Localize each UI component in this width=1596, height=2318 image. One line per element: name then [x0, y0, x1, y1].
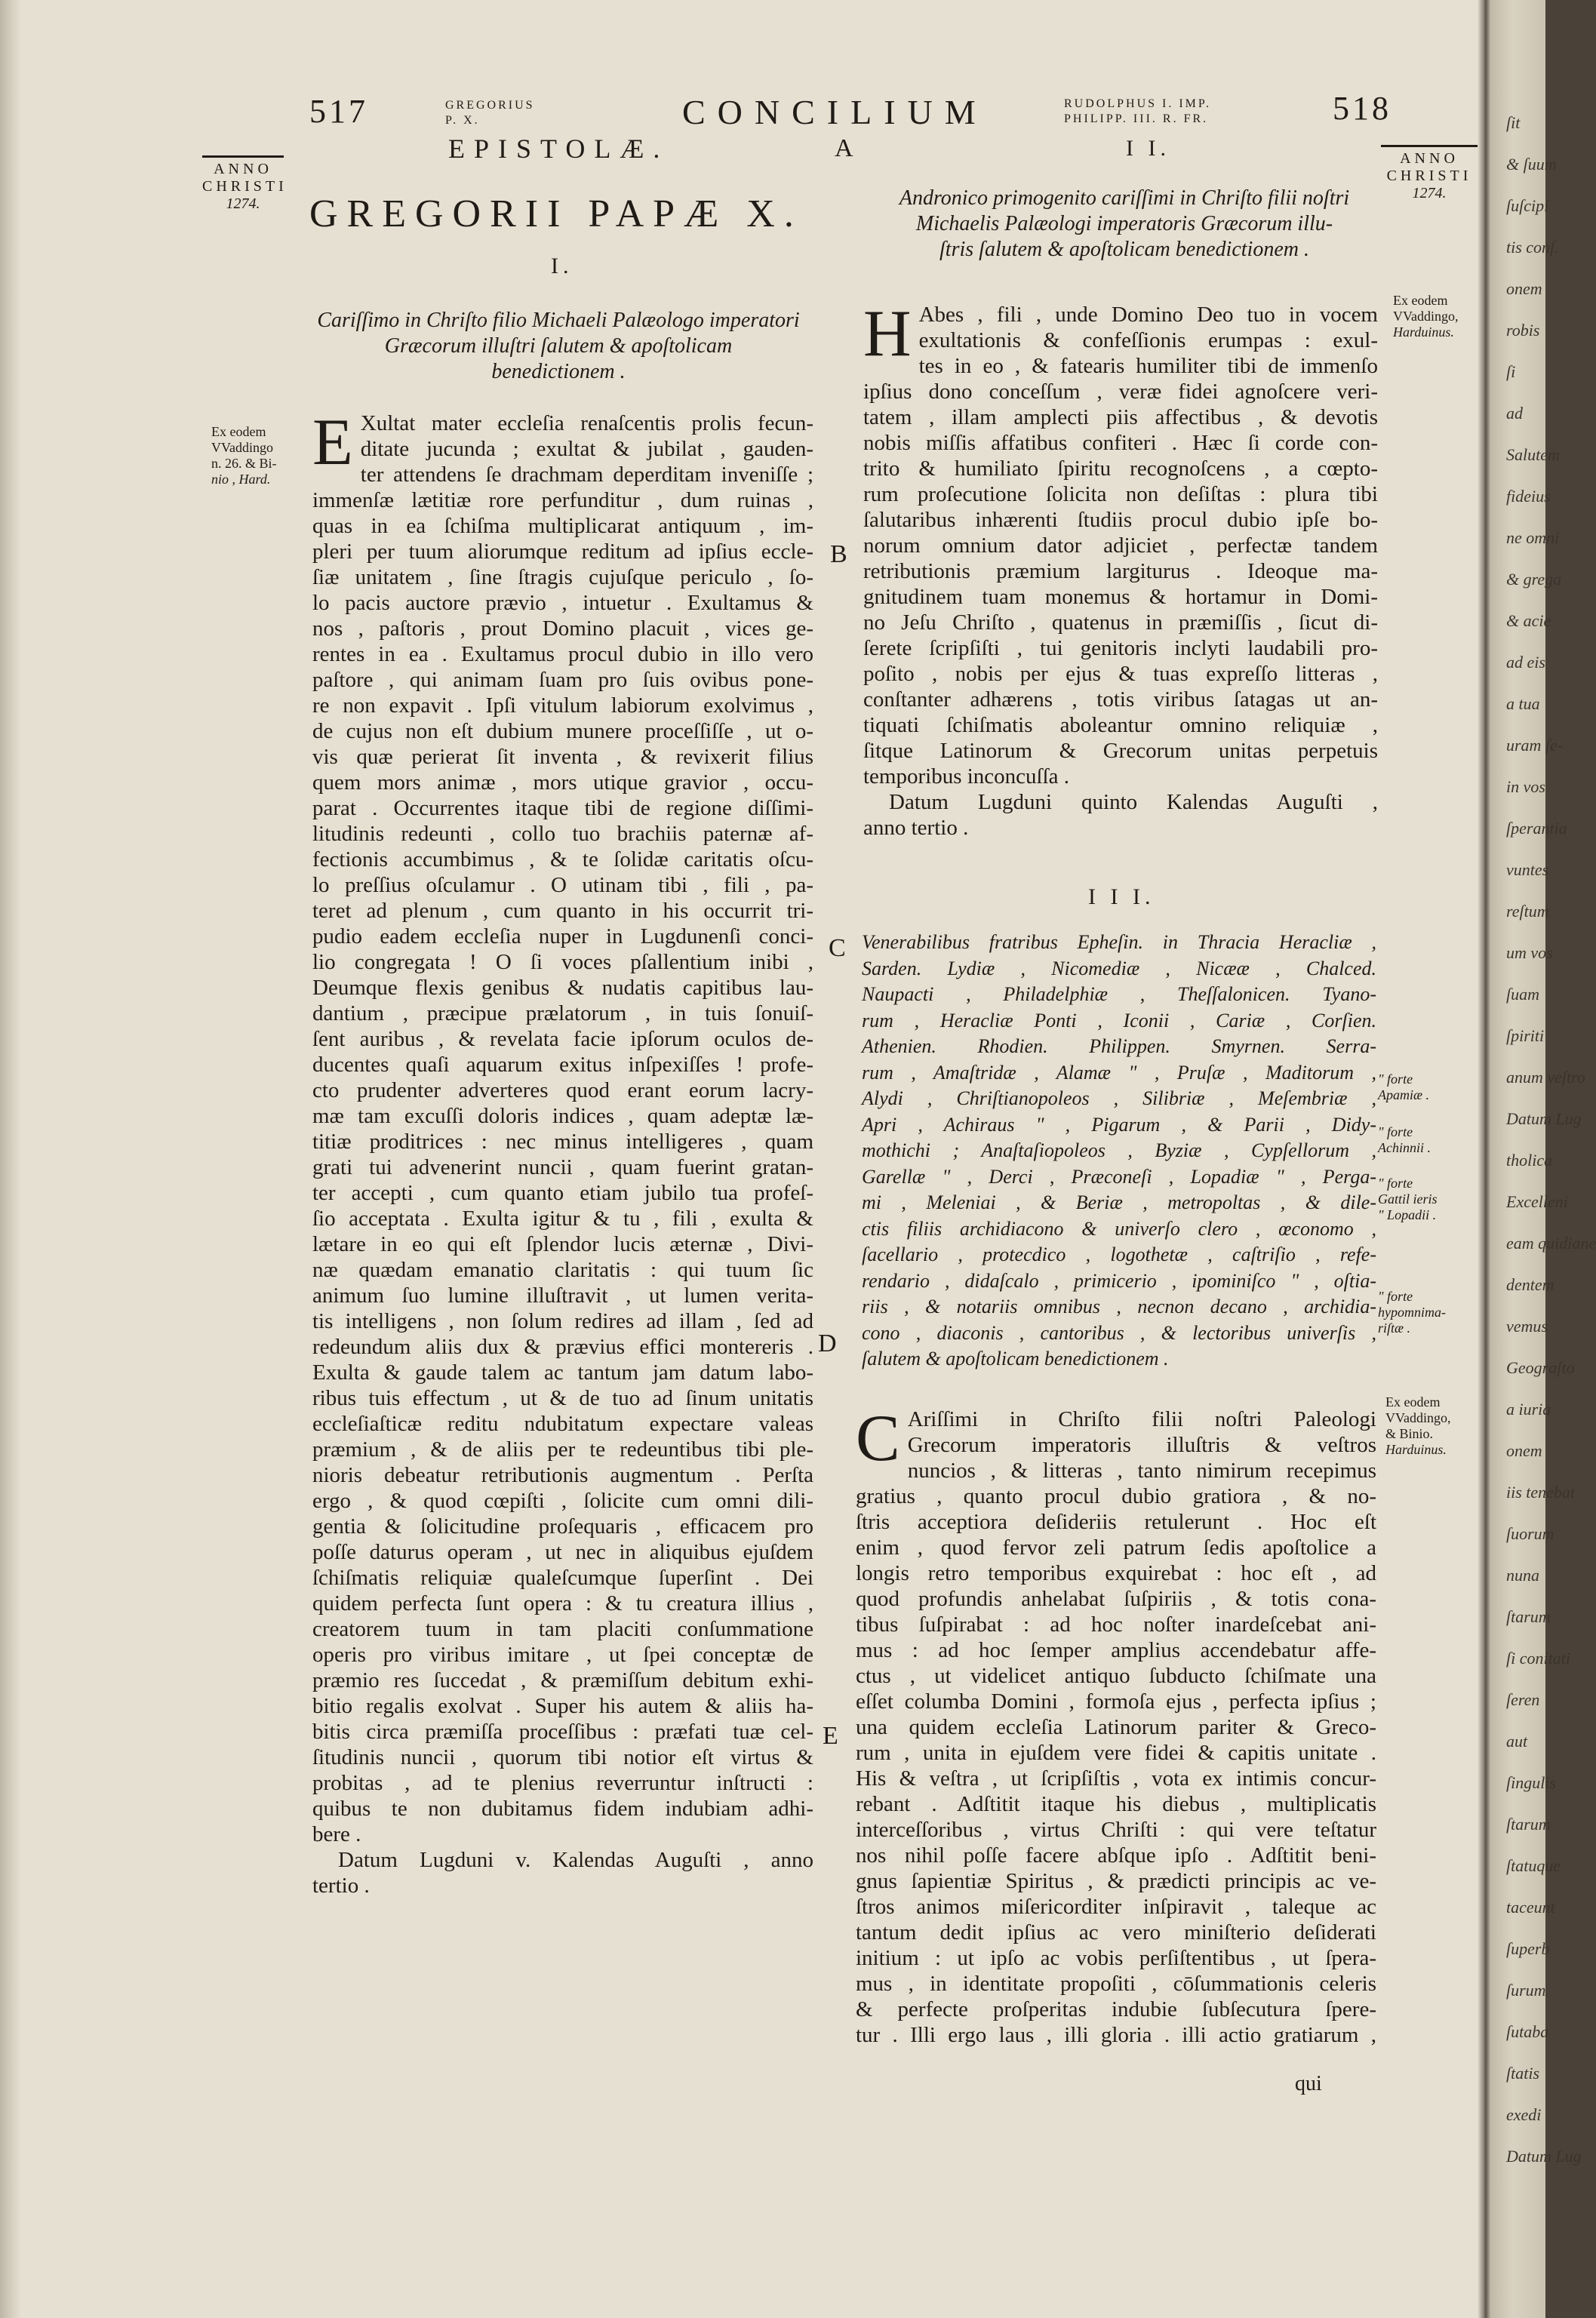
forte-line: " forte: [1378, 1289, 1413, 1304]
text-line: dantium , præcipue prælatorum , in tuis ſonuiſ-: [312, 1001, 813, 1025]
text-line: ſacellario , protecdico , logothetæ , caſtriſio , refe-: [862, 1244, 1376, 1265]
next-page-fragment: ſtarum: [1506, 1607, 1551, 1626]
anno-rule: [1381, 145, 1478, 147]
text-line: vis quæ perierat ſit inventa , & revixerit filius: [312, 745, 813, 769]
running-title: CONCILIUM: [682, 93, 988, 131]
text-line: rebant . Adſtitit itaque his diebus , multiplicatis: [856, 1792, 1376, 1816]
column-letter: D: [818, 1330, 837, 1357]
text-line: temporibus inconcuſſa .: [863, 764, 1070, 789]
text-line: lætare in eo qui eſt ſplendor lucis æternæ , Divi-: [312, 1232, 813, 1256]
letter-lines: [863, 297, 1378, 789]
address-line: benedictionem .: [491, 360, 626, 383]
text-line: trito & humiliato ſpiritu recognoſcens , a cœpto-: [863, 457, 1378, 481]
letter-body: [863, 297, 1378, 841]
text-line: operis pro viribus imitare , ut ſpei conceptæ de: [312, 1643, 813, 1667]
anno-label: ANNO: [1400, 150, 1459, 167]
text-line: quidem perfecta ſunt opera : & tu creatura illius ,: [312, 1591, 813, 1616]
text-line: ter accepti , cum quanto etiam jubilo tua profeſ-: [312, 1181, 813, 1205]
text-line: riis , & notariis omnibus , necnon decano , archidia-: [862, 1296, 1376, 1317]
next-page-fragment: ſi conitati: [1506, 1649, 1570, 1668]
datum-line: tertio .: [312, 1874, 370, 1898]
text-line: nos nihil poſſe facere abſque ipſo . Adſtitit beni-: [856, 1843, 1376, 1868]
address-line: Andronico primogenito cariſſimi in Chriſto filii noſtri: [899, 186, 1350, 210]
text-line: gentia & ſolicitudine proſequaris , efficacem pro: [312, 1514, 813, 1539]
next-page-fragment: Datum Lug: [1506, 1109, 1582, 1128]
text-line: quas in ea ſchiſma multiplicarat antiquum , im-: [312, 514, 813, 538]
text-line: paſtore , qui animam ſuam pro ſuis ovibus pone-: [312, 668, 813, 692]
margin-note-line: nio , Hard.: [211, 472, 271, 487]
text-line: bitio regalis exolvat . Super his autem & aliis ha-: [312, 1694, 813, 1718]
text-line: Sarden. Lydiæ , Nicomediæ , Nicææ , Chalced.: [862, 957, 1376, 979]
text-line: retributionis præmium largiturus . Ideoque ma-: [863, 559, 1378, 583]
next-page-fragment: ſeren: [1506, 1690, 1540, 1709]
next-page-fragment: Salutem: [1506, 445, 1560, 464]
next-page-fragment: robis: [1506, 321, 1540, 340]
text-line: Ariſſimi in Chriſto filii noſtri Paleologi: [907, 1407, 1376, 1431]
next-page-fragment: anum veſtro: [1506, 1068, 1585, 1087]
text-line: quod profundis anhelabat ſuſpiriis , & totis cona-: [856, 1587, 1376, 1611]
text-line: rum , Amaſtridæ , Alamæ " , Pruſæ , Maditorum ,: [862, 1061, 1376, 1084]
drop-cap: C: [856, 1402, 900, 1475]
text-line: poſito , nobis per ejus & tuas expreſſo litteras ,: [863, 662, 1378, 686]
margin-note-line: VVaddingo: [211, 440, 273, 455]
text-line: rentes in ea . Exultamus procul dubio in illo vero: [312, 642, 813, 666]
forte-note: [1378, 1289, 1446, 1336]
text-line: rum , unita in ejuſdem vere fidei & capitis unitate .: [856, 1741, 1376, 1765]
text-line: redeundum aliis dux & prævius effici montereris .: [312, 1335, 813, 1359]
next-page-fragment: eam quidiane: [1506, 1234, 1596, 1253]
text-line: poſſe daturus operam , ut nec in aliquibus ejuſdem: [312, 1540, 813, 1564]
header-right-line: RUDOLPHUS I. IMP.: [1064, 97, 1212, 110]
text-line: ſchiſmatis reliquiæ qualeſcumque ſuperſint . Dei: [312, 1566, 813, 1590]
letter-body: [856, 1402, 1376, 2048]
next-page-fragment: ſuperb: [1506, 1939, 1550, 1958]
text-line: Naupacti , Philadelphiæ , Theſſalonicen. Tyano-: [862, 983, 1376, 1005]
text-line: re non expavit . Ipſi vitulum labiorum exolvimus ,: [312, 693, 813, 718]
text-line: ducentes quaſi aquarum exitus inſpexiſſes ! profe-: [312, 1053, 813, 1077]
next-page-fragment: ſperantia: [1506, 819, 1567, 838]
text-line: ctis filiis archidiacono & univerſo clero , œconomo ,: [862, 1217, 1376, 1240]
next-page-fragment: ſingulis: [1506, 1773, 1557, 1792]
next-page-sliver: [1491, 0, 1596, 2318]
text-line: una quidem eccleſia Latinorum pariter & Greco-: [856, 1715, 1376, 1739]
text-line: animum ſuo lumine illuſtravit , ut lumen verita-: [312, 1284, 813, 1308]
text-line: cono , diaconis , cantoribus , & lectoribus univerſis ,: [862, 1321, 1376, 1344]
text-line: ribus tuis effectum , ut & de tuo ad ſinum unitatis: [312, 1386, 813, 1410]
text-line: ergo , & quod cœpiſti , ſolicite cum omni dili-: [312, 1489, 813, 1513]
datum-block: [863, 789, 1378, 815]
margin-note-line: Harduinus.: [1385, 1442, 1447, 1457]
text-line: nobis miſſis affatibus confiteri . Hæc ſi corde con-: [863, 431, 1378, 455]
margin-note: [1385, 1394, 1451, 1458]
address-line: Græcorum illuſtri ſalutem & apoſtolicam: [384, 334, 733, 358]
header-right-small: [1064, 97, 1211, 127]
text-line: cto prudenter adverteres quod erant eorum lacry-: [312, 1078, 813, 1102]
datum-line: Datum Lugduni v. Kalendas Auguſti , anno: [338, 1848, 813, 1872]
text-line: tes in eo , & fatearis humiliter tibi de immenſo: [918, 354, 1378, 378]
header-left-line: GREGORIUS: [445, 99, 535, 112]
text-line: teret ad plenum , cum quanto in his occurrit tri-: [312, 899, 813, 923]
text-line: quibus te non dubitamus fidem indubiam adhi-: [312, 1797, 813, 1821]
text-line: no Jeſu Chriſto , quatenus in præmiſſis , ſicut di-: [863, 610, 1378, 635]
next-page-fragment: fideius: [1506, 487, 1551, 506]
letter-lines: [856, 1402, 1376, 2048]
forte-line: Gattil ieris: [1378, 1191, 1438, 1207]
text-line: Venerabilibus fratribus Epheſin. in Thracia Heracliæ ,: [862, 931, 1376, 953]
text-line: litudinis redeunti , collo tuo brachiis paternæ af-: [312, 822, 813, 846]
margin-note-line: Ex eodem: [1385, 1394, 1441, 1410]
text-line: gratius , quanto procul dubio gratiora , & no-: [856, 1484, 1376, 1508]
datum-line: Datum Lugduni quinto Kalendas Auguſti ,: [889, 790, 1378, 814]
text-line: ctus , ut videlicet antiquo ſubducto ſchiſmate una: [856, 1664, 1376, 1688]
next-page-fragment: vuntes: [1506, 860, 1549, 879]
text-line: Xultat mater eccleſia renaſcentis prolis fecun-: [360, 411, 813, 435]
next-page-fragment: taceunt: [1506, 1898, 1555, 1917]
text-line: grati tui advenerint nuncii , quam fuerint gratan-: [312, 1155, 813, 1179]
next-page-fragment: uram ſe-: [1506, 736, 1564, 755]
forte-line: Achinnii .: [1378, 1140, 1431, 1155]
forte-line: " forte: [1378, 1176, 1413, 1191]
text-line: Abes , fili , unde Domino Deo tuo in vocem: [918, 303, 1378, 327]
next-page-fragment: & ſuum: [1506, 155, 1557, 174]
next-page-fragment: ad: [1506, 404, 1523, 423]
text-line: tatem , illam amplecti piis affectibus , & devotis: [863, 405, 1378, 429]
margin-note-line: Ex eodem: [1393, 293, 1448, 308]
margin-note-line: Harduinus.: [1393, 324, 1454, 340]
text-line: pleri per tuum aliorumque reditum ad ipſius eccle-: [312, 540, 813, 564]
column-letter: A: [835, 134, 853, 162]
text-line: næ quædam emanatio claritatis : qui tuum ſic: [312, 1258, 813, 1282]
anno-label: ANNO: [214, 161, 272, 177]
text-line: Deumque flexis genibus & nudatis capitibus lau-: [312, 976, 813, 1000]
text-line: rendario , didaſcalo , primicerio , ipominiſco " , oſtia-: [862, 1269, 1376, 1292]
text-line: ſalutem & apoſtolicam benedictionem .: [862, 1348, 1169, 1370]
text-line: tiquati ſchiſmatis aboleantur omnino reliquiæ ,: [863, 713, 1378, 737]
anno-year: 1274.: [1412, 185, 1447, 201]
next-page-fragment: ſuſcipi: [1506, 196, 1549, 215]
page-number-right: 518: [1333, 90, 1392, 127]
anno-label: CHRISTI: [202, 178, 288, 195]
next-page-fragment: ſtarum: [1506, 1815, 1551, 1834]
next-page-fragment: ſtatuque: [1506, 1856, 1561, 1875]
next-page-fragment: a iuria: [1506, 1400, 1551, 1419]
next-page-fragment: ſutaba: [1506, 2022, 1549, 2041]
anno-left: [202, 155, 288, 213]
next-page-fragment: tholica: [1506, 1151, 1553, 1170]
forte-line: " forte: [1378, 1071, 1413, 1087]
column-letter: E: [823, 1722, 838, 1750]
text-line: His & veſtra , ut ſcripſiſtis , vota ex intimis concur-: [856, 1766, 1376, 1791]
text-line: Alydi , Chriſtianopoleos , Silibriæ , Meſembriæ ,: [862, 1087, 1376, 1109]
anno-year: 1274.: [226, 195, 260, 212]
text-line: ſent auribus , & revelata facie ipſorum oculos de-: [312, 1027, 813, 1051]
next-page-fragment: & acie: [1506, 611, 1551, 630]
text-line: bere .: [312, 1822, 361, 1846]
next-page-fragment: nuna: [1506, 1566, 1539, 1585]
text-line: ſitque Latinorum & Grecorum unitas perpetuis: [863, 739, 1378, 763]
text-line: enim , quod fervor zeli patrum ſedis apoſtolice a: [856, 1536, 1376, 1560]
text-line: longis retro temporibus exquirebat : hoc eſt , ad: [856, 1561, 1376, 1585]
next-page-fragment: um vos: [1506, 943, 1553, 962]
letter-address: [860, 186, 1388, 263]
next-page-fragment: ſuam: [1506, 985, 1539, 1004]
letter-address: [302, 308, 815, 385]
next-page-fragment: Datum Lug: [1506, 2147, 1582, 2166]
text-line: ſtros animos miſericorditer inſpiravit , taleque ac: [856, 1895, 1376, 1919]
next-page-fragment: ſuorum: [1506, 1524, 1554, 1543]
forte-line: riſtæ .: [1378, 1320, 1411, 1336]
next-page-fragment: in vos: [1506, 777, 1545, 796]
text-line: norum omnium dator adjiciet , perfectæ tandem: [863, 533, 1378, 558]
text-line: tur . Illi ergo laus , illi gloria . illi actio gratiarum ,: [856, 2023, 1376, 2047]
text-line: eccleſiaſticæ reditu ndubitatum expectare valeas: [312, 1412, 813, 1436]
text-line: Exulta & gaude talem ac tantum jam datum labo-: [312, 1360, 813, 1385]
text-line: bitis circa præmiſſa proceſſibus : præfati tuæ cel-: [312, 1720, 813, 1744]
text-line: tantum dedit ipſius ac vero miniſterio deſiderati: [856, 1920, 1376, 1944]
text-line: exultationis & confeſſionis erumpas : exul-: [918, 328, 1378, 352]
text-line: nos , paſtoris , prout Domino placuit , vices ge-: [312, 616, 813, 641]
text-line: ſitudinis nuncii , quorum tibi notior eſt virtus &: [312, 1745, 813, 1769]
next-page-fragment: onem: [1506, 1441, 1542, 1460]
anno-rule: [202, 155, 284, 158]
next-page-fragment: ſi: [1506, 362, 1516, 381]
text-line: Apri , Achiraus " , Pigarum , & Parii , Didy-: [862, 1113, 1376, 1136]
margin-note-line: VVaddingo,: [1393, 309, 1459, 324]
margin-note-line: n. 26. & Bi-: [211, 456, 277, 471]
anno-label: CHRISTI: [1386, 168, 1472, 184]
text-line: pudio eadem eccleſia nuper in Lugdunenſi conci-: [312, 924, 813, 948]
column-letter: B: [830, 540, 847, 568]
text-line: ſerete ſcripſiſti , tui genitoris inclyti laudabili pro-: [863, 636, 1378, 660]
text-line: Grecorum imperatoris illuſtris & veſtros: [907, 1433, 1376, 1457]
datum-block: [312, 1847, 813, 1873]
text-line: nioris debeatur retributionis augmentum . Perſta: [312, 1463, 813, 1487]
next-page-fragment: ſpiriti: [1506, 1026, 1545, 1045]
letter-numeral: I I I.: [1088, 884, 1155, 909]
next-page-fragment: a tua: [1506, 694, 1540, 713]
header-left-small: [445, 98, 535, 128]
text-line: fectionis accumbimus , & te ſolidæ caritatis oſcu-: [312, 847, 813, 872]
text-line: mus : ad hoc ſemper amplius accendebatur affe-: [856, 1638, 1376, 1662]
next-page-fragment: tis conſ.: [1506, 238, 1559, 257]
address-line: ſtris ſalutem & apoſtolicam benedictionem .: [939, 238, 1309, 261]
text-line: nuncios , & litteras , tanto nimirum recepimus: [907, 1459, 1376, 1483]
text-line: lio congregata ! O ſi voces pſallentium inibi ,: [312, 950, 813, 974]
next-page-fragment: iis tenebat: [1506, 1483, 1576, 1502]
text-line: immenſæ lætitiæ rore perfunditur , dum ruinas ,: [312, 488, 813, 512]
text-line: mus , in identitate propoſiti , cōſummationis celeris: [856, 1972, 1376, 1996]
text-line: interceſſoribus , virtus Chriſti : qui vere teſtatur: [856, 1818, 1376, 1842]
forte-line: " forte: [1378, 1124, 1413, 1139]
anno-right: [1381, 145, 1478, 202]
next-page-fragment: Geograſto: [1506, 1358, 1575, 1377]
header-right-line: PHILIPP. III. R. FR.: [1064, 112, 1209, 125]
text-line: ſiæ unitatem , ſine ſtragis cujuſque periculo , ſo-: [312, 565, 813, 589]
text-line: initium : ut ipſo ac vobis perſiſtentibus , ut ſpera-: [856, 1946, 1376, 1970]
address-line: Michaelis Palæologi imperatoris Græcorum illu-: [915, 212, 1333, 235]
forte-note: [1378, 1124, 1431, 1156]
column-letter: C: [829, 934, 846, 962]
text-line: Garellæ " , Derci , Præconeſi , Lopadiæ " , Perga-: [862, 1165, 1376, 1188]
text-line: tibus ſuſpirabat : ad hoc noſter inardeſcebat ani-: [856, 1612, 1376, 1637]
margin-note: [211, 424, 277, 487]
text-line: parat . Occurrentes itaque tibi de regione diſſimi-: [312, 796, 813, 820]
text-line: ſio acceptata . Exulta igitur & tu , fili , exulta &: [312, 1207, 813, 1231]
text-line: gnitudinem tuam monemus & hortamur in Domi-: [863, 585, 1378, 609]
text-line: quem mors animæ , mors utique gravior , occu-: [312, 770, 813, 795]
text-line: eſſet columba Domini , formoſa ejus , perfecta ipſius ;: [856, 1689, 1376, 1714]
next-page-fragment: onem: [1506, 279, 1542, 298]
left-page-edge: [0, 0, 21, 2318]
forte-line: " Lopadii .: [1378, 1207, 1437, 1222]
letter-numeral: I.: [551, 254, 574, 278]
text-line: ipſius dono conceſſum , veræ fidei agnoſcere veri-: [863, 380, 1378, 404]
section-title: EPISTOLÆ.: [448, 134, 669, 164]
next-page-fragment: dentem: [1506, 1275, 1554, 1294]
forte-line: hypomnima-: [1378, 1305, 1446, 1320]
margin-note-line: VVaddingo,: [1385, 1410, 1451, 1425]
next-page-fragment: aut: [1506, 1732, 1528, 1751]
book-gutter: [1478, 0, 1491, 2318]
next-page-fragment: ne omni: [1506, 528, 1560, 547]
next-page-fragment: & grega: [1506, 570, 1562, 589]
next-page-fragment: ad eis: [1506, 653, 1545, 672]
catchword: qui: [1295, 2072, 1322, 2095]
forte-line: Apamiæ .: [1378, 1087, 1430, 1102]
text-line: ditate jucunda ; exultat & jubilat , gauden-: [360, 437, 813, 461]
text-line: ſtris acceptiora deſideriis retulerunt . Hoc eſt: [856, 1510, 1376, 1534]
text-line: conſtanter adhærens , totis viribus ſatagas ut an-: [863, 687, 1378, 712]
text-line: præmium , & de aliis per te redeuntibus tibi ple-: [312, 1437, 813, 1462]
text-line: mothichi ; Anaſtaſiopoleos , Byziæ , Cypſellorum ,: [862, 1139, 1376, 1161]
forte-note: [1378, 1071, 1429, 1103]
next-page-fragment: exedi: [1506, 2105, 1542, 2124]
text-line: rum proſecutione ſolicita non deſiſtas : plura tibi: [863, 482, 1378, 506]
text-line: de cujus non eſt dubium munere proceſſiſſe , ut o-: [312, 719, 813, 743]
next-page-fragment: reſtum: [1506, 902, 1549, 921]
margin-note: [1393, 293, 1459, 340]
main-title: GREGORII PAPÆ X.: [309, 192, 803, 235]
address-line: Cariſſimo in Chriſto filio Michaeli Palæologo imperatori: [317, 309, 800, 332]
text-line: tis intelligens , non ſolum redires ad illam , ſed ad: [312, 1309, 813, 1333]
letter-numeral: I I.: [1126, 136, 1170, 161]
text-line: gnus ſapientiæ Spiritus , & prædicti principis ac ve-: [856, 1869, 1376, 1893]
letter-lines: [312, 406, 813, 1847]
text-line: præmio res ſuccedat , & præmiſſum debitum exhi-: [312, 1668, 813, 1692]
header-left-line: P. X.: [445, 114, 480, 127]
text-line: lo pacis auctore prævio , intuetur . Exultamus &: [312, 591, 813, 615]
text-line: titiæ proditrices : nec minus intelligeres , quam: [312, 1130, 813, 1154]
next-page-fragment: Excelleni: [1506, 1192, 1568, 1211]
text-line: lo preſſius oſculamur . O utinam tibi , fili , pa-: [312, 873, 813, 897]
margin-note-line: Ex eodem: [211, 424, 266, 439]
text-line: ter attendens ſe drachmam deperditam inveniſſe ;: [360, 463, 813, 487]
datum-line: anno tertio .: [863, 816, 969, 840]
text-line: mi , Meleniai , & Beriæ , metropoltas , & dile-: [862, 1191, 1376, 1213]
text-line: probitas , ad te plenius reverruntur inſtructi :: [312, 1771, 813, 1795]
text-line: creatorem tuum in tam placiti conſummatione: [312, 1617, 813, 1641]
text-line: rum , Heracliæ Ponti , Iconii , Cariæ , Corſien.: [862, 1009, 1376, 1031]
next-page-fragment: ſtatis: [1506, 2064, 1540, 2083]
next-page-fragment: ſurum: [1506, 1981, 1546, 2000]
text-line: ſalutaribus inhærenti ſtudiis procul dubio ipſe bo-: [863, 508, 1378, 532]
forte-note: [1378, 1176, 1438, 1223]
letter-address: [862, 930, 1376, 1373]
text-line: mæ tam excuſſi doloris indices , quam adeptæ læ-: [312, 1104, 813, 1128]
next-page-fragment: vemus: [1506, 1317, 1548, 1336]
drop-cap: H: [863, 297, 912, 370]
next-page-fragment: ſit: [1506, 113, 1521, 132]
page-number-left: 517: [309, 93, 368, 130]
margin-note-line: & Binio.: [1385, 1426, 1434, 1441]
drop-cap: E: [312, 406, 353, 479]
text-line: Athenien. Rhodien. Philippen. Smyrnen. Serra-: [862, 1035, 1376, 1057]
letter-body: [312, 406, 813, 1898]
text-line: & perfecte proſperitas indubie ſubſecutura ſpere-: [856, 1997, 1376, 2021]
